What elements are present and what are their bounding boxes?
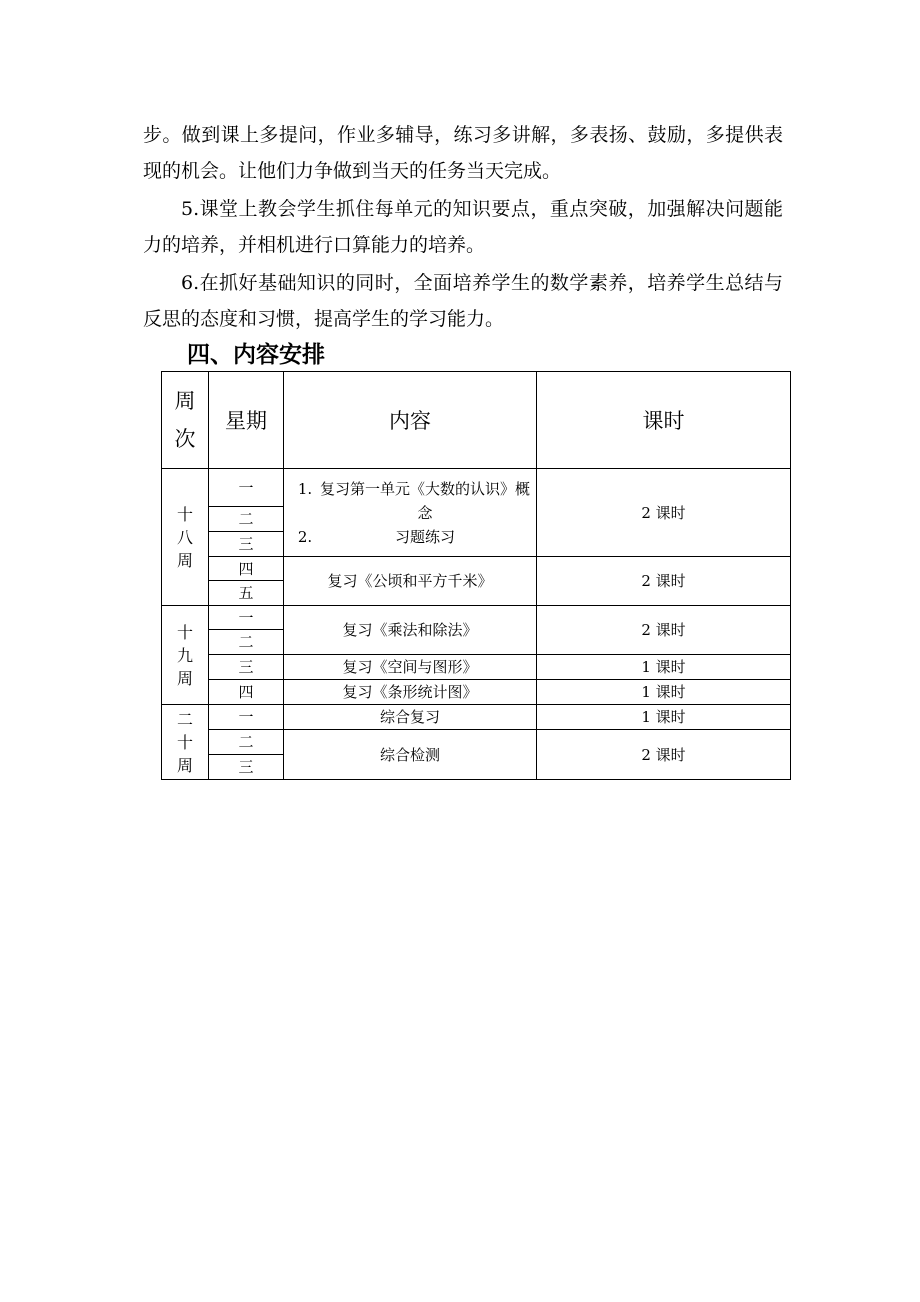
day-cell: 四 (209, 557, 284, 581)
week-label-char: 十 (176, 732, 193, 752)
week-label-char: 十 (176, 504, 193, 524)
list-item-text: 复习第一单元《大数的认识》概念 (320, 479, 531, 522)
week-20-label (162, 705, 209, 780)
hours-cell: 1 课时 (537, 655, 791, 680)
table-row (162, 680, 791, 705)
week-label-char: 周 (176, 668, 193, 688)
week-label-char: 周 (176, 755, 193, 775)
content-cell: 综合检测 (284, 730, 537, 780)
hours-cell: 2 课时 (537, 557, 791, 606)
list-item-text: 习题练习 (394, 527, 455, 546)
week-19-label (162, 606, 209, 705)
content-cell: 综合复习 (284, 705, 537, 730)
list-item (290, 477, 530, 525)
header-content: 内容 (284, 372, 537, 469)
hours-cell: 2 课时 (537, 606, 791, 655)
schedule-table (161, 371, 791, 780)
header-day: 星期 (209, 372, 284, 469)
header-week-line2: 次 (174, 427, 196, 451)
table-row (162, 730, 791, 755)
hours-cell: 1 课时 (537, 680, 791, 705)
day-cell: 二 (209, 507, 284, 532)
week-label-char: 十 (176, 622, 193, 642)
list-item (290, 525, 530, 549)
week-label-char: 九 (176, 645, 193, 665)
week-18-content-list (284, 469, 537, 557)
day-cell: 二 (209, 730, 284, 755)
table-row (162, 655, 791, 680)
day-cell: 一 (209, 469, 284, 507)
day-cell: 一 (209, 606, 284, 630)
day-cell: 四 (209, 680, 284, 705)
content-cell: 复习《乘法和除法》 (284, 606, 537, 655)
day-cell: 三 (209, 655, 284, 680)
day-cell: 二 (209, 630, 284, 655)
day-cell: 三 (209, 532, 284, 557)
table-header-row (162, 372, 791, 469)
paragraph-item-6: 6.在抓好基础知识的同时，全面培养学生的数学素养，培养学生总结与反思的态度和习惯，提高学生的学习能力。 (143, 272, 783, 330)
list-item-number: 1. (297, 479, 313, 498)
hours-cell: 2 课时 (537, 730, 791, 780)
week-label-char: 二 (176, 709, 193, 729)
header-week (162, 372, 209, 469)
day-cell: 五 (209, 581, 284, 606)
table-row (162, 557, 791, 581)
header-hours: 课时 (537, 372, 791, 469)
table-row (162, 469, 791, 507)
day-cell: 一 (209, 705, 284, 730)
paragraph-continued: 步。做到课上多提问，作业多辅导，练习多讲解，多表扬、鼓励，多提供表现的机会。让他们力争做到当天的任务当天完成。 (143, 124, 783, 182)
header-week-line1: 周 (174, 389, 196, 413)
week-18-label (162, 469, 209, 606)
hours-cell: 2 课时 (537, 469, 791, 557)
day-cell: 三 (209, 755, 284, 780)
section-heading: 四、内容安排 (187, 342, 325, 368)
content-cell: 复习《公顷和平方千米》 (284, 557, 537, 606)
table-row (162, 705, 791, 730)
week-label-char: 八 (176, 527, 193, 547)
week-label-char: 周 (176, 550, 193, 570)
content-cell: 复习《条形统计图》 (284, 680, 537, 705)
table-row (162, 606, 791, 630)
paragraph-item-5: 5.课堂上教会学生抓住每单元的知识要点，重点突破，加强解决问题能力的培养，并相机进行口算能力的培养。 (143, 198, 783, 256)
list-item-number: 2. (297, 527, 313, 546)
content-cell: 复习《空间与图形》 (284, 655, 537, 680)
hours-cell: 1 课时 (537, 705, 791, 730)
